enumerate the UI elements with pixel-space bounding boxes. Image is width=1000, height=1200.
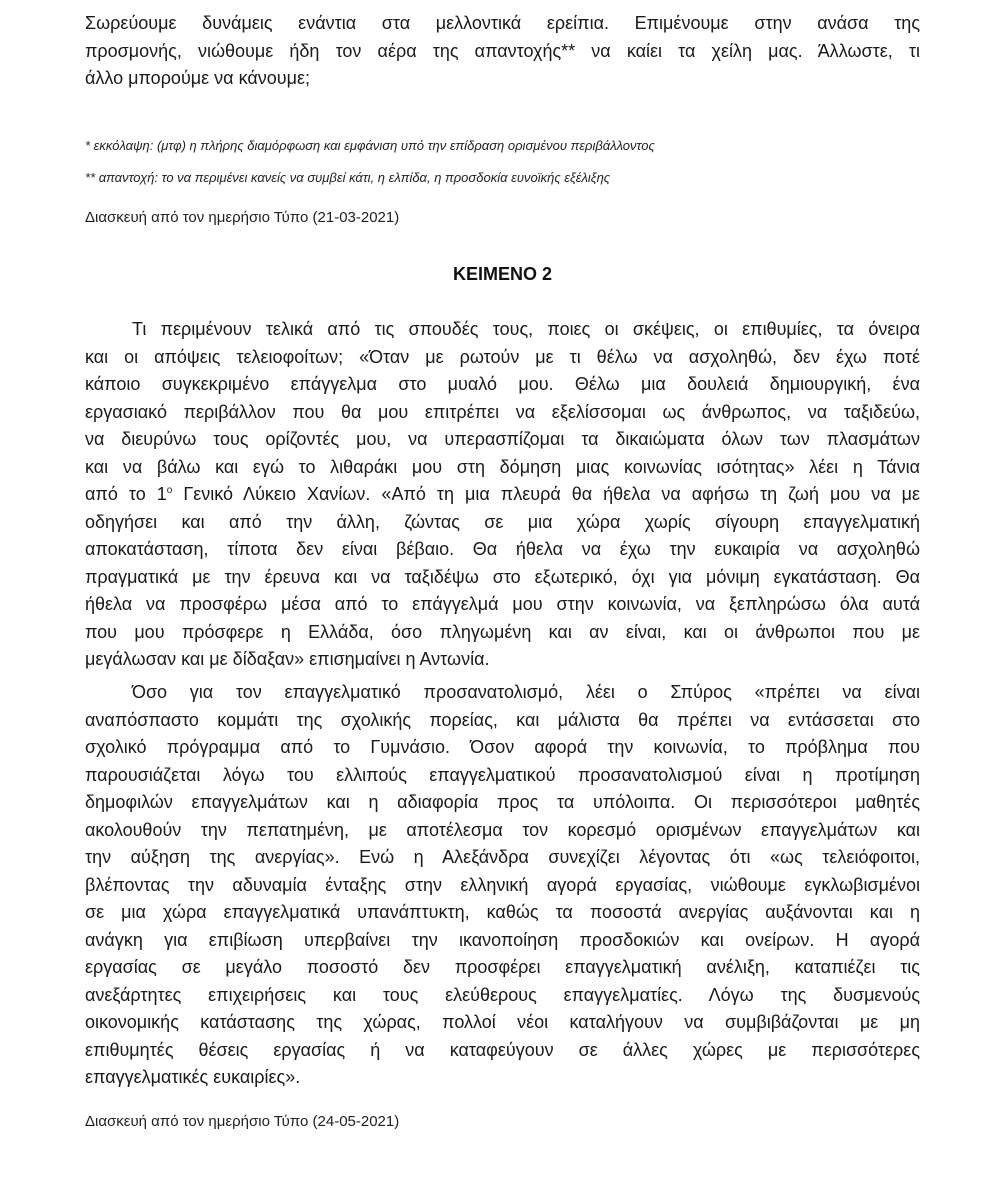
text-line: να διευρύνω τους ορίζοντές μου, να υπερασπίζομαι τα δικαιώματα όλων των πλασμάτων <box>85 429 920 449</box>
text-line: σε μια χώρα επαγγελματικά υπανάπτυκτη, καθώς τα ποσοστά ανεργίας αυξάνονται και η <box>85 902 920 922</box>
text-line: βλέποντας την αδυναμία ένταξης στην ελληνική αγορά εργασίας, νιώθουμε εγκλωβισμένοι <box>85 874 920 895</box>
text-line: και να βάλω και εγώ το λιθαράκι μου στη δόμηση μιας κοινωνίας ισότητας» λέει η Τάνια <box>85 456 920 477</box>
text-line: αναπόσπαστο κομμάτι της σχολικής πορείας, και μάλιστα θα πρέπει να εντάσσεται στο <box>85 709 920 730</box>
text-line: μεγάλωσαν και με δίδαξαν» επισημαίνει η Αντωνία. <box>85 649 490 669</box>
text-line: Τι περιμένουν τελικά από τις σπουδές τους, ποιες οι σκέψεις, οι επιθυμίες, τα όνειρα <box>132 319 920 339</box>
text-line: ήθελα να προσφέρω μέσα από το επάγγελμά μου στην κοινωνία, να ξεπληρώσω όλα αυτά <box>85 594 920 614</box>
footnotes <box>85 138 920 186</box>
text-line: προσμονής, νιώθουμε ήδη τον αέρα της απαντοχής** να καίει τα χείλη μας. Άλλωστε, τι <box>85 40 920 61</box>
text-line: οδηγήσει και από την άλλη, ζώντας σε μια χώρα χωρίς σίγουρη επαγγελματική <box>85 511 920 532</box>
intro-paragraph <box>85 10 920 93</box>
text-line: οικονομικής κατάστασης της χώρας, πολλοί νέοι καταλήγουν να συμβιβάζονται με μη <box>85 1012 920 1032</box>
text-line: ακολουθούν την πεπατημένη, με αποτέλεσμα τον κορεσμό ορισμένων επαγγελμάτων και <box>85 819 920 840</box>
text-line: άλλο μπορούμε να κάνουμε; <box>85 68 311 88</box>
text-line: επιθυμητές θέσεις εργασίας ή να καταφεύγουν σε άλλες χώρες με περισσότερες <box>85 1039 920 1060</box>
text-line: και οι απόψεις τελειοφοίτων; «Όταν με ρωτούν με τι θέλω να ασχοληθώ, δεν έχω ποτέ <box>85 346 920 367</box>
text-line: την αύξηση της ανεργίας». Ενώ η Αλεξάνδρα συνεχίζει λέγοντας ότι «ως τελειόφοιτοι, <box>85 847 920 867</box>
text-fragment: Γενικό Λύκειο Χανίων. «Από τη μια πλευρά θα ήθελα να αφήσω τη ζωή μου να με <box>183 484 920 504</box>
ordinal-superscript: ο <box>166 485 173 496</box>
text-line: ανεξάρτητες επιχειρήσεις και τους ελεύθερους επαγγελματίες. Λόγω της δυσμενούς <box>85 984 920 1005</box>
text-line: κάποιο συγκεκριμένο επάγγελμα στο μυαλό μου. Θέλω μια δουλειά δημιουργική, ένα <box>85 374 920 394</box>
text-line: που μου πρόσφερε η Ελλάδα, όσο πληγωμένη και αν είναι, και οι άνθρωποι που με <box>85 621 920 642</box>
footnote-ekkolapsi: * εκκόλαψη: (μτφ) η πλήρης διαμόρφωση και εμφάνιση υπό την επίδραση ορισμένου περιβάλλοντος <box>85 138 655 153</box>
text-line: επαγγελματικές ευκαιρίες». <box>85 1067 301 1087</box>
text-fragment: από το 1 <box>85 484 167 504</box>
text-line: εργασιακό περιβάλλον που θα μου επιτρέπει να εξελίσσομαι ως άνθρωπος, να ταξιδεύω, <box>85 401 920 422</box>
text-line: ανάγκη για επιβίωση υπερβαίνει την ικανοποίηση προσδοκιών και ονείρων. Η αγορά <box>85 929 920 950</box>
paragraph-2 <box>85 679 920 1092</box>
text-line: παρουσιάζεται λόγω του ελλιπούς επαγγελματικού προσανατολισμού είναι η προτίμηση <box>85 764 920 785</box>
text-line: Σωρεύουμε δυνάμεις ενάντια στα μελλοντικά ερείπια. Επιμένουμε στην ανάσα της <box>85 13 920 33</box>
text-line: Όσο για τον επαγγελματικό προσανατολισμό, λέει ο Σπύρος «πρέπει να είναι <box>132 682 920 702</box>
text-line <box>85 481 920 509</box>
text-line: πραγματικά με την έρευνα και να ταξιδέψω στο εξωτερικό, όχι για μόνιμη εγκατάσταση. Θα <box>85 566 920 587</box>
source-citation-2: Διασκευή από τον ημερήσιο Τύπο (24-05-2021) <box>85 1113 400 1130</box>
text-line: σχολικό πρόγραμμα από το Γυμνάσιο. Όσον αφορά την κοινωνία, το πρόβλημα που <box>85 737 920 757</box>
section-heading: ΚΕΙΜΕΝΟ 2 <box>452 264 553 284</box>
text-line: εργασίας σε μεγάλο ποσοστό δεν προσφέρει επαγγελματική ανέλιξη, καταπιέζει τις <box>85 957 920 977</box>
footnote-apantochi: ** απαντοχή: το να περιμένει κανείς να συμβεί κάτι, η ελπίδα, η προσδοκία ευνοϊκής εξέλιξης <box>85 170 611 185</box>
paragraph-1 <box>85 316 920 674</box>
text-line: δημοφιλών επαγγελμάτων και η αδιαφορία προς τα υπόλοιπα. Οι περισσότεροι μαθητές <box>85 792 920 812</box>
text-line: αποκατάσταση, τίποτα δεν είναι βέβαιο. Θα ήθελα να έχω την ευκαιρία να ασχοληθώ <box>85 539 920 559</box>
source-citation-1: Διασκευή από τον ημερήσιο Τύπο (21-03-2021) <box>85 209 400 226</box>
